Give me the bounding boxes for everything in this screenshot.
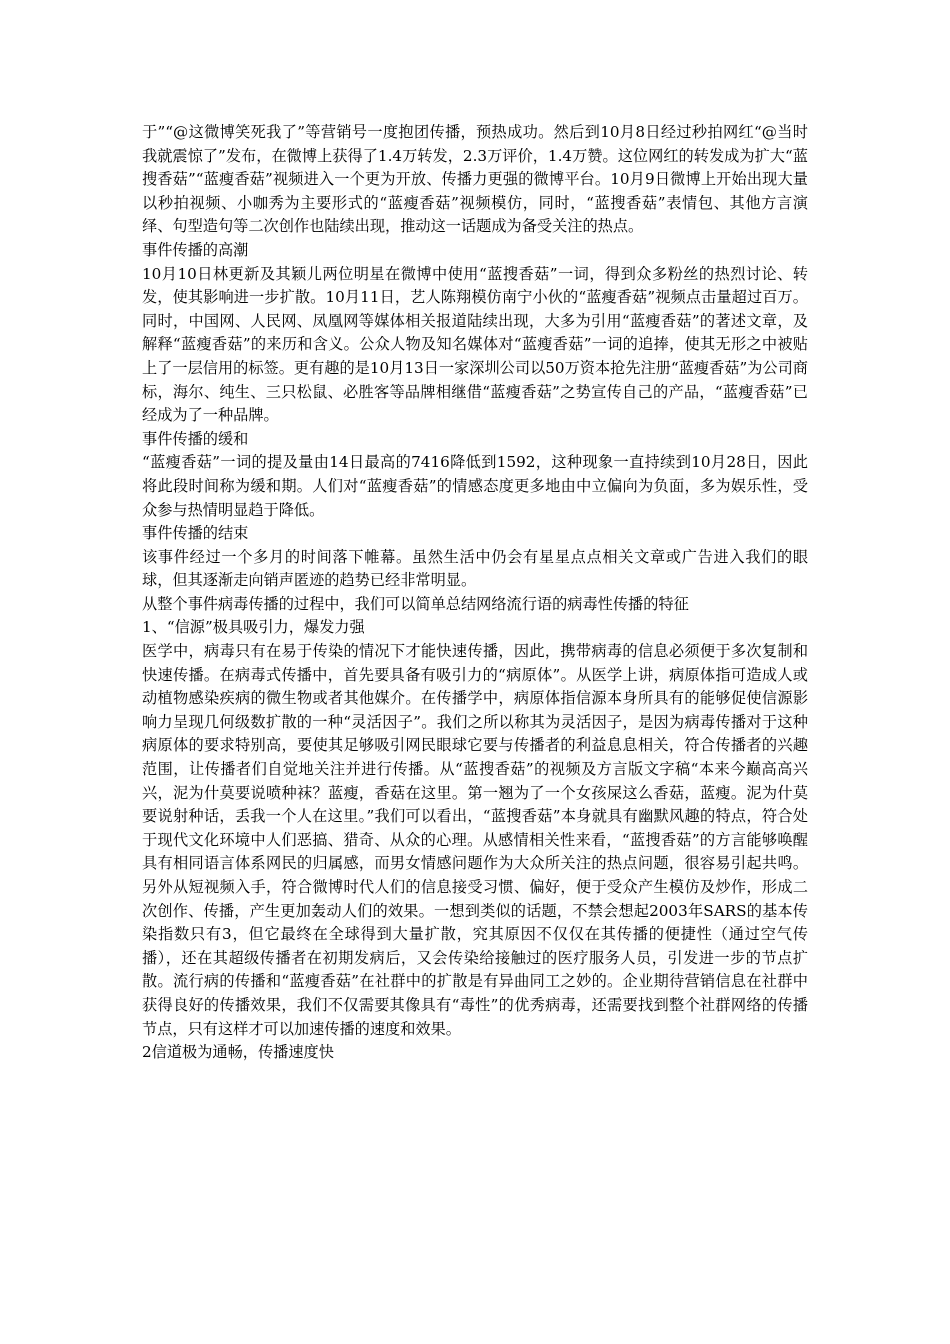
document-page: [142, 121, 808, 1065]
body-paragraph: 该事件经过一个多月的时间落下帷幕。虽然生活中仍会有星星点点相关文章或广告进入我们的眼球，但其逐渐走向销声匿迹的趋势已经非常明显。: [142, 547, 808, 590]
summary-heading: 从整个事件病毒传播的过程中，我们可以简单总结网络流行语的病毒性传播的特征: [142, 594, 689, 613]
body-paragraph: 医学中，病毒只有在易于传染的情况下才能快速传播，因此，携带病毒的信息必须便于多次复制和快速传播。在病毒式传播中，首先要具备有吸引力的“病原体”。从医学上讲，病原体指可造成人或动植物感染疾病的微生物或者其他媒介。在传播学中，病原体指信源本身所具有的能够促使信源影响力呈现几何级数扩散的一种“灵活因子”。我们之所以称其为灵活因子，是因为病毒传播对于这种病原体的要求特别高，要使其足够吸引网民眼球它要与传播者的利益息息相关，符合传播者的兴趣范围，让传播者们自觉地关注并进行传播。从“蓝搜香菇”的视频及方言版文字稿“本来今巅高高兴兴，泥为什莫要说喷种袜？蓝瘦，香菇在这里。第一翘为了一个女孩屎这么香菇，蓝瘦。泥为什莫要说射种话，丢我一个人在这里。”我们可以看出，“蓝搜香菇”本身就具有幽默风趣的特点，符合处于现代文化环境中人们恶搞、猎奇、从众的心理。从感情相关性来看，“蓝搜香菇”的方言能够唤醒具有相同语言体系网民的归属感，而男女情感问题作为大众所关注的热点问题，很容易引起共鸣。另外从短视频入手，符合微博时代人们的信息接受习惯、偏好，便于受众产生模仿及炒作，形成二次创作、传播，产生更加轰动人们的效果。一想到类似的话题，不禁会想起2003年SARS的基本传染指数只有3，但它最终在全球得到大量扩散，究其原因不仅仅在其传播的便捷性（通过空气传播），还在其超级传播者在初期发病后，又会传染给接触过的医疗服务人员，引发进一步的节点扩散。流行病的传播和“蓝瘦香菇”在社群中的扩散是有异曲同工之妙的。企业期待营销信息在社群中获得良好的传播效果，我们不仅需要其像具有“毒性”的优秀病毒，还需要找到整个社群网络的传播节点，只有这样才可以加速传播的速度和效果。: [142, 642, 808, 1038]
subsection-heading: 2信道极为通畅，传播速度快: [142, 1043, 334, 1062]
section-heading: 事件传播的高潮: [142, 240, 249, 259]
body-paragraph: 于”“@这微博笑死我了”等营销号一度抱团传播，预热成功。然后到10月8日经过秒拍网红“@当时我就震惊了”发布，在微博上获得了1.4万转发，2.3万评价，1.4万赞。这位网红的转发成为扩大“蓝搜香菇”“蓝瘦香菇”视频进入一个更为开放、传播力更强的微博平台。10月9日微博上开始出现大量以秒拍视频、小咖秀为主要形式的“蓝瘦香菇”视频模仿，同时，“蓝搜香菇”表情包、其他方言演绎、句型造句等二次创作也陆续出现，推动这一话题成为备受关注的热点。: [142, 123, 808, 236]
section-heading: 事件传播的缓和: [142, 429, 249, 448]
section-heading: 事件传播的结束: [142, 524, 249, 543]
body-paragraph: 10月10日林更新及其颖儿两位明星在微博中使用“蓝搜香菇”一词，得到众多粉丝的热烈讨论、转发，使其影响进一步扩散。10月11日，艺人陈翔模仿南宁小伙的“蓝瘦香菇”视频点击量超过百万。同时，中国网、人民网、凤凰网等媒体相关报道陆续出现，大多为引用“蓝瘦香菇”的著述文章，及解释“蓝瘦香菇”的来历和含义。公众人物及知名媒体对“蓝瘦香菇”一词的追捧，使其无形之中被贴上了一层信用的标签。更有趣的是10月13日一家深圳公司以50万资本抢先注册“蓝瘦香菇”为公司商标，海尔、纯生、三只松鼠、必胜客等品牌相继借“蓝瘦香菇”之势宣传自己的产品，“蓝瘦香菇”已经成为了一种品牌。: [142, 264, 808, 425]
body-paragraph: “蓝瘦香菇”一词的提及量由14日最高的7416降低到1592，这种现象一直持续到10月28日，因此将此段时间称为缓和期。人们对“蓝瘦香菇”的情感态度更多地由中立偏向为负面，多为娱乐性，受众参与热情明显趋于降低。: [142, 453, 808, 519]
subsection-heading: 1、“信源”极具吸引力，爆发力强: [142, 618, 365, 637]
